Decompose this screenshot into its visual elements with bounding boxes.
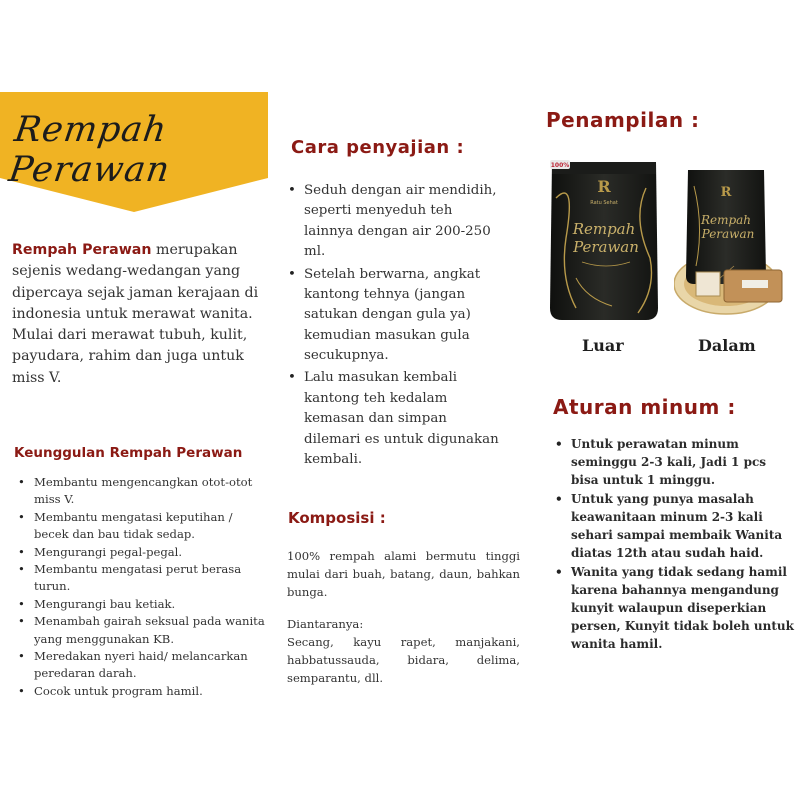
svg-text:R: R	[720, 185, 732, 200]
list-item: • Membantu mengencangkan otot-otot miss V.	[18, 474, 268, 509]
list-item: • Membantu mengatasi keputihan / becek dan bau tidak sedap.	[18, 509, 268, 544]
list-item: • Setelah berwarna, angkat kantong tehnya (jangan satukan dengan gula ya) kemudian masukan gula secukupnya.	[288, 265, 503, 367]
inside-caption: Dalam	[698, 336, 756, 355]
list-item: • Lalu masukan kembali kantong teh kedalam kemasan dan simpan dilemari es untuk digunakan kembali.	[288, 368, 503, 470]
svg-text:Rempah: Rempah	[572, 220, 636, 238]
list-item: • Meredakan nyeri haid/ melancarkan peredaran darah.	[18, 648, 268, 683]
composition-heading: Komposisi :	[288, 509, 386, 527]
intro-paragraph	[12, 240, 262, 389]
intro-brand: Rempah Perawan	[12, 242, 152, 258]
composition-label: Diantaranya:	[287, 616, 364, 631]
composition-text	[287, 548, 520, 702]
list-item: • Cocok untuk program hamil.	[18, 683, 268, 700]
list-item: • Menambah gairah seksual pada wanita yang menggunakan KB.	[18, 613, 268, 648]
outside-caption: Luar	[582, 336, 624, 355]
outer-pouch-image	[546, 158, 662, 324]
serving-heading: Cara penyajian :	[291, 137, 465, 158]
svg-text:Ratu Sehat: Ratu Sehat	[590, 200, 618, 206]
list-item: • Untuk yang punya masalah keawanitaan minum 2-3 kali sehari sampai membaik Wanita diatas 12th atau sudah haid.	[555, 490, 795, 562]
svg-text:Perawan: Perawan	[573, 238, 639, 256]
list-item: • Wanita yang tidak sedang hamil karena bahannya mengandung kunyit walaupun diseperkian persen, Kunyit tidak boleh untuk wanita hamil.	[555, 563, 795, 653]
list-item: • Mengurangi bau ketiak.	[18, 596, 268, 613]
list-item: • Mengurangi pegal-pegal.	[18, 544, 268, 561]
badge-text: 100%	[550, 162, 570, 169]
list-item: • Untuk perawatan minum seminggu 2-3 kali, Jadi 1 pcs bisa untuk 1 minggu.	[555, 435, 795, 489]
list-item: • Membantu mengatasi perut berasa turun.	[18, 561, 268, 596]
rules-heading: Aturan minum :	[553, 395, 736, 419]
composition-intro: 100% rempah alami bermutu tinggi mulai dari buah, batang, daun, bahkan bunga.	[287, 549, 520, 599]
tea-bag-icon	[696, 272, 720, 296]
advantages-list	[18, 474, 268, 700]
list-item: • Seduh dengan air mendidih, seperti menyeduh teh lainnya dengan air 200-250 ml.	[288, 181, 503, 263]
svg-text:Rempah: Rempah	[700, 213, 752, 227]
appearance-heading: Penampilan :	[546, 108, 700, 132]
banner-title: Rempah Perawan	[6, 110, 173, 190]
svg-text:Perawan: Perawan	[701, 227, 755, 241]
intro-text: merupakan sejenis wedang-wedangan yang dipercaya sejak jaman kerajaan di indonesia untuk merawat wanita. Mulai dari merawat tubuh, kulit, payudara, rahim dan juga untuk miss V.	[12, 242, 259, 386]
composition-ingredients: Secang, kayu rapet, manjakani, habbatussauda, bidara, delima, semparantu, dll.	[287, 634, 520, 685]
advantages-heading: Keunggulan Rempah Perawan	[14, 445, 243, 461]
rules-list	[555, 435, 795, 653]
serving-list	[288, 181, 503, 470]
inner-pouch-image	[674, 166, 788, 326]
svg-text:R: R	[597, 177, 611, 196]
